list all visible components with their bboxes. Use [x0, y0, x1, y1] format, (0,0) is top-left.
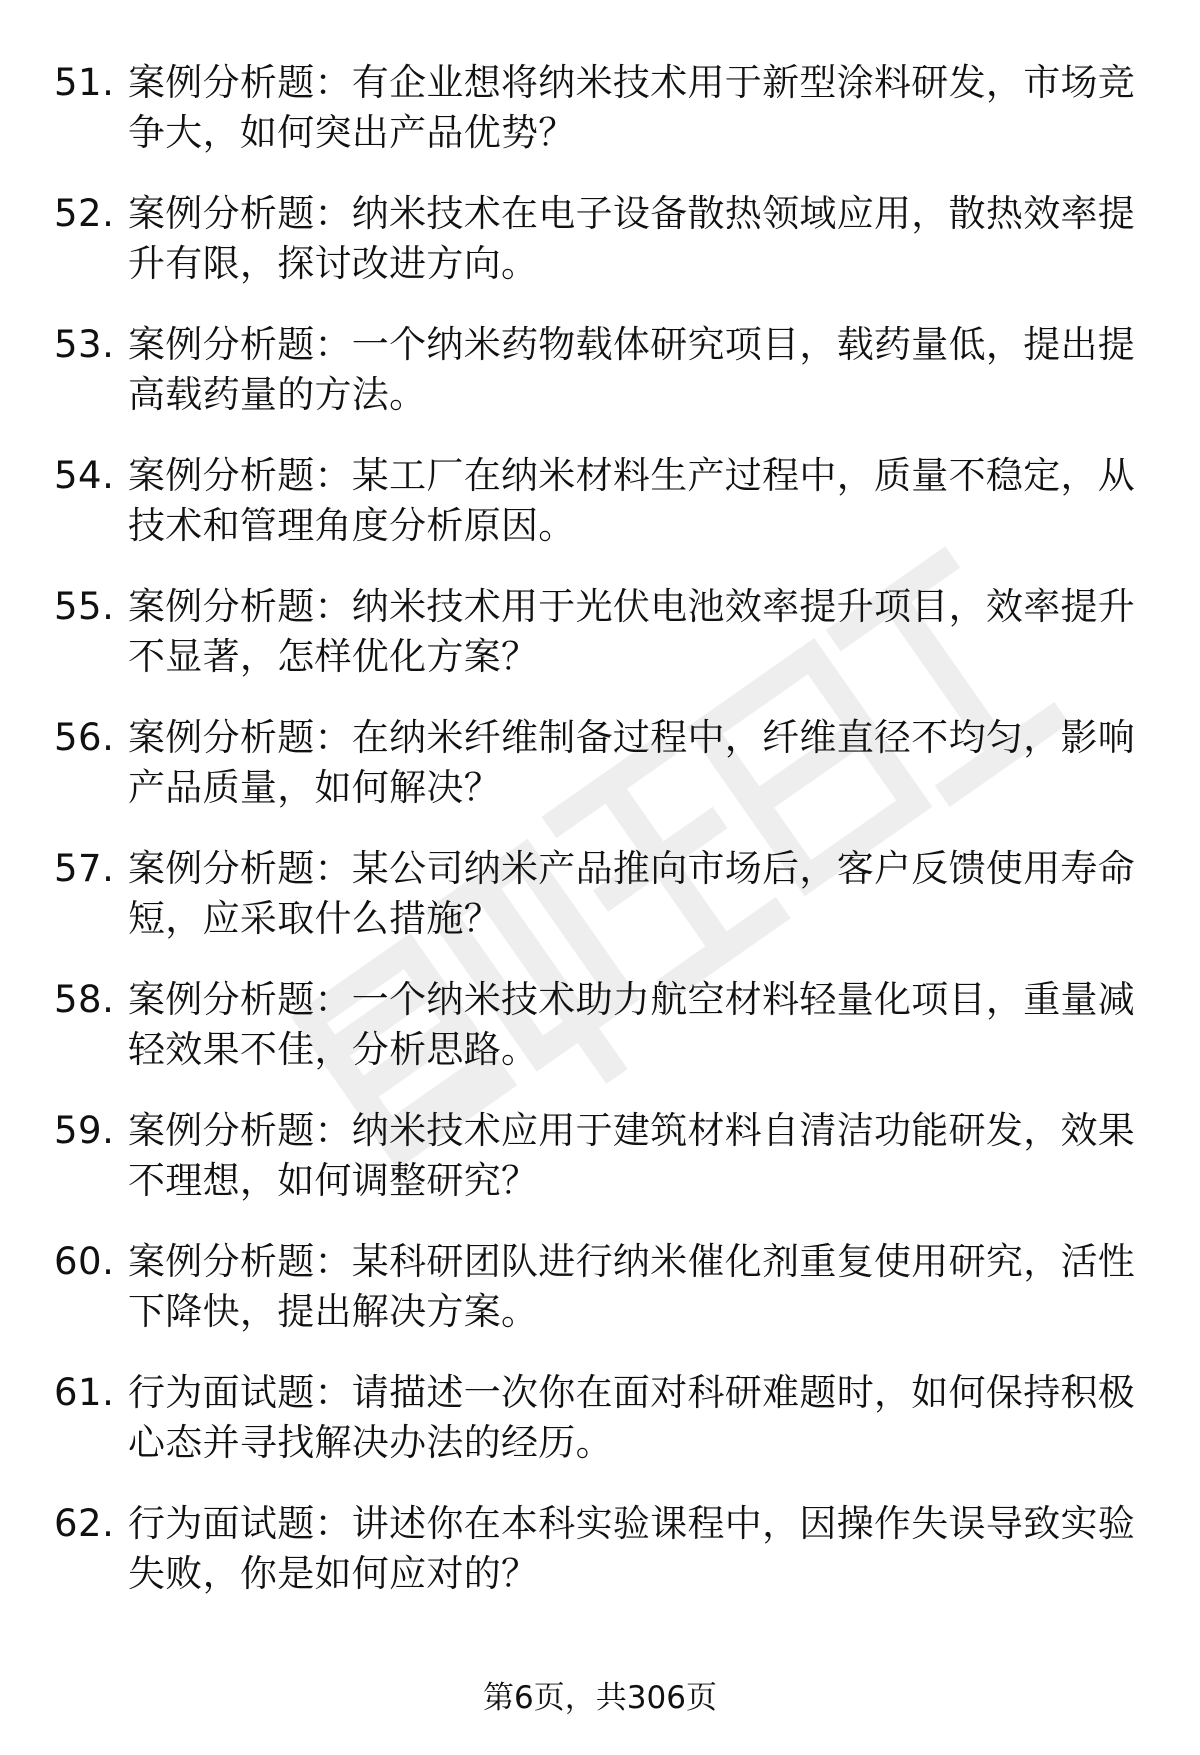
question-text: 行为面试题：请描述一次你在面对科研难题时，如何保持积极心态并寻找解决办法的经历。 [128, 1371, 1136, 1464]
question-text: 案例分析题：一个纳米技术助力航空材料轻量化项目，重量减轻效果不佳，分析思路。 [128, 978, 1136, 1071]
question-text: 案例分析题：某科研团队进行纳米催化剂重复使用研究，活性下降快，提出解决方案。 [128, 1240, 1136, 1333]
question-number: 55. [54, 585, 115, 628]
list-item [0, 582, 1200, 713]
question-number: 52. [54, 192, 115, 235]
question-list [0, 58, 1200, 1630]
question-text: 案例分析题：有企业想将纳米技术用于新型涂料研发，市场竞争大，如何突出产品优势？ [128, 61, 1136, 154]
list-item [0, 1499, 1200, 1630]
page-footer: 第6页，共306页 [483, 1680, 717, 1716]
question-number: 58. [54, 978, 115, 1021]
list-item [0, 451, 1200, 582]
list-item [0, 713, 1200, 844]
question-text: 案例分析题：某工厂在纳米材料生产过程中，质量不稳定，从技术和管理角度分析原因。 [128, 454, 1136, 547]
list-item [0, 1368, 1200, 1499]
question-number: 62. [54, 1502, 115, 1545]
list-item [0, 58, 1200, 189]
question-number: 61. [54, 1371, 115, 1414]
question-number: 57. [54, 847, 115, 890]
question-text: 行为面试题：讲述你在本科实验课程中，因操作失误导致实验失败，你是如何应对的？ [128, 1502, 1136, 1595]
question-text: 案例分析题：在纳米纤维制备过程中，纤维直径不均匀，影响产品质量，如何解决？ [128, 716, 1136, 809]
question-number: 60. [54, 1240, 115, 1283]
list-item [0, 320, 1200, 451]
question-text: 案例分析题：纳米技术用于光伏电池效率提升项目，效率提升不显著，怎样优化方案？ [128, 585, 1136, 678]
question-number: 53. [54, 323, 115, 366]
list-item [0, 189, 1200, 320]
question-number: 51. [54, 61, 115, 104]
question-number: 54. [54, 454, 115, 497]
list-item [0, 975, 1200, 1106]
list-item [0, 844, 1200, 975]
question-text: 案例分析题：一个纳米药物载体研究项目，载药量低，提出提高载药量的方法。 [128, 323, 1136, 416]
list-item [0, 1237, 1200, 1368]
question-text: 案例分析题：纳米技术在电子设备散热领域应用，散热效率提升有限，探讨改进方向。 [128, 192, 1136, 285]
question-text: 案例分析题：某公司纳米产品推向市场后，客户反馈使用寿命短，应采取什么措施？ [128, 847, 1136, 940]
list-item [0, 1106, 1200, 1237]
question-number: 59. [54, 1109, 115, 1152]
question-text: 案例分析题：纳米技术应用于建筑材料自清洁功能研发，效果不理想，如何调整研究？ [128, 1109, 1136, 1202]
question-number: 56. [54, 716, 115, 759]
